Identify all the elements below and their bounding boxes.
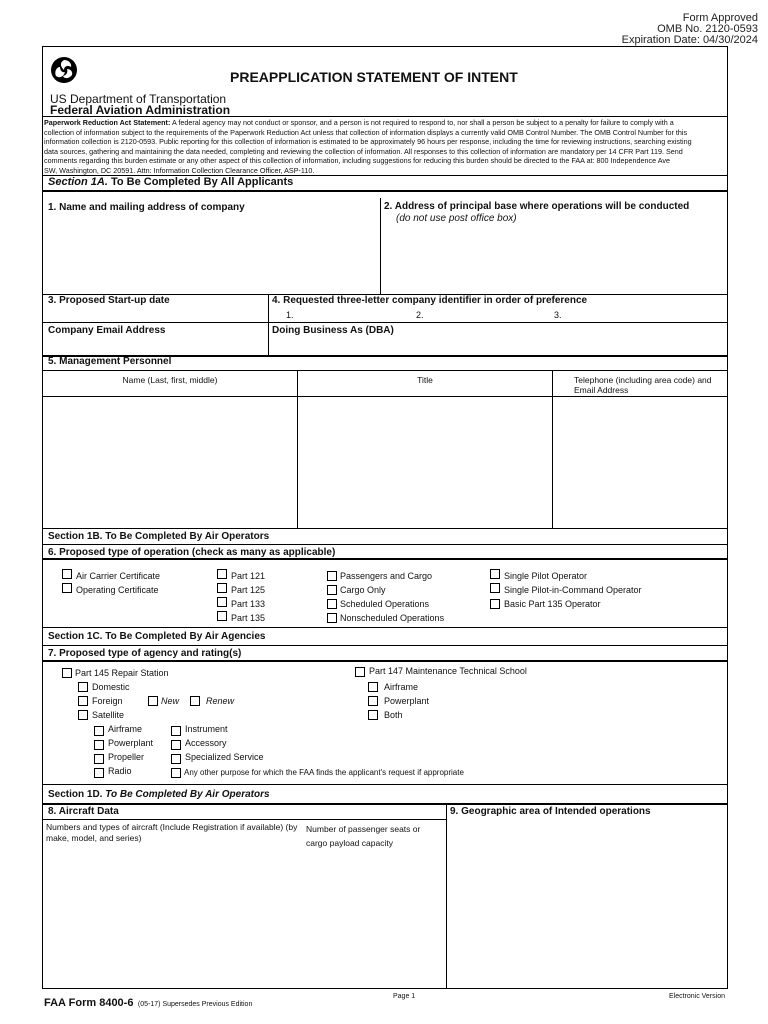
divider — [42, 645, 728, 646]
divider — [42, 660, 728, 662]
divider — [42, 627, 728, 628]
divider — [297, 370, 298, 528]
scheduled-operations-checkbox[interactable] — [327, 599, 337, 609]
single-pilot-operator-label: Single Pilot Operator — [504, 571, 588, 581]
foreign-checkbox[interactable] — [78, 696, 88, 706]
identifier-3-input[interactable] — [566, 307, 716, 322]
nonscheduled-operations-label: Nonscheduled Operations — [340, 613, 445, 623]
form-approved-text: Form Approved — [682, 12, 758, 24]
domestic-checkbox[interactable] — [78, 682, 88, 692]
divider — [268, 294, 269, 356]
agency-dept: US Department of Transportation — [50, 92, 227, 106]
rating-propeller-label: Propeller — [108, 752, 145, 762]
q5-label: 5. Management Personnel — [48, 356, 172, 367]
divider — [42, 396, 728, 397]
cargo-only-label: Cargo Only — [340, 585, 386, 595]
section-1b-title: Section 1B. To Be Completed By Air Operators — [48, 531, 270, 542]
email-label: Company Email Address — [48, 325, 166, 336]
operating-certificate-label: Operating Certificate — [76, 585, 159, 595]
q4-label: 4. Requested three-letter company identifier in order of preference — [272, 295, 588, 306]
page-number: Page 1 — [393, 993, 416, 1000]
q7-label: 7. Proposed type of agency and rating(s) — [48, 648, 242, 659]
part-133-label: Part 133 — [231, 599, 266, 609]
divider — [42, 819, 446, 820]
identifier-1-input[interactable] — [296, 307, 386, 322]
renew-checkbox[interactable] — [190, 696, 200, 706]
omb-number-text: OMB No. 2120-0593 — [657, 23, 758, 35]
q2-note: (do not use post office box) — [396, 213, 517, 224]
rating-powerplant-label: Powerplant — [108, 738, 154, 748]
divider — [42, 370, 728, 371]
domestic-label: Domestic — [92, 682, 130, 692]
q3-label: 3. Proposed Start-up date — [48, 295, 170, 306]
company-name-address-input[interactable] — [44, 216, 378, 292]
q9-label: 9. Geographic area of Intended operations — [450, 806, 651, 817]
divider — [42, 544, 728, 545]
part-121-checkbox[interactable] — [217, 569, 227, 579]
part-145-checkbox[interactable] — [62, 668, 72, 678]
divider — [552, 370, 553, 528]
rating-powerplant-checkbox[interactable] — [94, 740, 104, 750]
satellite-checkbox[interactable] — [78, 710, 88, 720]
part-121-label: Part 121 — [231, 571, 266, 581]
passengers-cargo-checkbox[interactable] — [327, 571, 337, 581]
divider — [42, 116, 728, 117]
rating-radio-checkbox[interactable] — [94, 768, 104, 778]
part-145-label: Part 145 Repair Station — [75, 668, 169, 678]
rating-airframe-label: Airframe — [108, 724, 143, 734]
divider — [380, 198, 381, 294]
dot-triskelion-logo-icon — [50, 56, 78, 84]
omb-block — [622, 13, 758, 46]
basic-part-135-label: Basic Part 135 Operator — [504, 599, 601, 609]
divider — [42, 784, 728, 785]
section-1a-title: Section 1A. To Be Completed By All Applicants — [48, 176, 294, 188]
rating-specialized-service-label: Specialized Service — [185, 752, 264, 762]
rating-instrument-label: Instrument — [185, 724, 228, 734]
cargo-only-checkbox[interactable] — [327, 585, 337, 595]
school-both-checkbox[interactable] — [368, 710, 378, 720]
rating-propeller-checkbox[interactable] — [94, 754, 104, 764]
startup-date-input[interactable] — [44, 306, 266, 322]
part-147-checkbox[interactable] — [355, 667, 365, 677]
school-airframe-checkbox[interactable] — [368, 682, 378, 692]
operating-certificate-checkbox[interactable] — [62, 583, 72, 593]
satellite-label: Satellite — [92, 710, 125, 720]
new-checkbox[interactable] — [148, 696, 158, 706]
identifier-1-label: 1. — [286, 310, 294, 320]
part-125-label: Part 125 — [231, 585, 266, 595]
renew-label: Renew — [206, 696, 235, 706]
part-135-checkbox[interactable] — [217, 611, 227, 621]
identifier-2-label: 2. — [416, 310, 424, 320]
dba-input[interactable] — [270, 338, 726, 354]
single-pic-operator-label: Single Pilot-in-Command Operator — [504, 585, 642, 595]
school-airframe-label: Airframe — [384, 682, 419, 692]
seats-capacity-header: Number of passenger seats or cargo payload capacity — [306, 824, 421, 848]
section-1d-title: Section 1D. To Be Completed By Air Operators — [48, 789, 270, 800]
new-label: New — [161, 696, 180, 706]
single-pilot-operator-checkbox[interactable] — [490, 569, 500, 579]
aircraft-types-header: Numbers and types of aircraft (Include Registration if available) (by make, model, and series) — [46, 822, 298, 843]
divider — [42, 528, 728, 529]
dba-label: Doing Business As (DBA) — [272, 325, 394, 336]
school-both-label: Both — [384, 710, 403, 720]
col-name-header: Name (Last, first, middle) — [122, 375, 218, 385]
identifier-3-label: 3. — [554, 310, 562, 320]
school-powerplant-label: Powerplant — [384, 696, 430, 706]
personnel-title-input[interactable] — [299, 398, 550, 526]
foreign-label: Foreign — [92, 696, 123, 706]
company-email-input[interactable] — [44, 338, 266, 354]
col-phone-header: Telephone (including area code) and Email Address — [574, 375, 712, 395]
principal-base-address-input[interactable] — [382, 228, 726, 292]
rating-specialized-service-checkbox[interactable] — [171, 754, 181, 764]
q6-label: 6. Proposed type of operation (check as many as applicable) — [48, 547, 336, 558]
identifier-2-input[interactable] — [428, 307, 518, 322]
part-135-label: Part 135 — [231, 613, 266, 623]
rating-accessory-label: Accessory — [185, 738, 227, 748]
paperwork-statement: Paperwork Reduction Act Statement: A federal agency may not conduct or sponsor, and a person is not required to respond to, nor shall a person be subject to a penalty for failure to comply with a collection of information subject to the requirements of the Paperwork Reduction Act unless that collection of information displays a currently valid OMB Control Number. The OMB Control Number for this information collection is 2120-0593. Public reporting for this collection of information is estimated to be approximately 96 hours per response, including the time for reviewing instructions, searching existing data sources, gathering and maintaining the data needed, completing and reviewing the collection of information. All responses to this collection of information are mandatory per 14 CFR Part 119. Send comments regarding this burden estimate or any other aspect of this collection of information, including suggestions for reducing this burden should be directed to the FAA at: 800 Independence Ave SW, Washington, DC 20591. Attn: Information Collection Clearance Officer, ASP-110. — [44, 118, 692, 175]
form-number: FAA Form 8400-6 (05-17) Supersedes Previous Edition — [44, 997, 253, 1009]
rating-instrument-checkbox[interactable] — [171, 726, 181, 736]
col-title-header: Title — [417, 375, 433, 385]
any-other-purpose-checkbox[interactable] — [171, 768, 181, 778]
single-pic-operator-checkbox[interactable] — [490, 583, 500, 593]
personnel-name-input[interactable] — [44, 398, 295, 526]
rating-airframe-checkbox[interactable] — [94, 726, 104, 736]
passengers-cargo-label: Passengers and Cargo — [340, 571, 433, 581]
section-1c-title: Section 1C. To Be Completed By Air Agencies — [48, 631, 266, 642]
aircraft-types-input[interactable] — [44, 848, 302, 986]
q2-label: 2. Address of principal base where operations will be conducted — [384, 201, 690, 212]
electronic-version-label: Electronic Version — [668, 993, 725, 1000]
seats-capacity-input[interactable] — [304, 848, 444, 986]
divider — [42, 558, 728, 560]
divider — [446, 803, 447, 989]
geographic-area-input[interactable] — [448, 820, 726, 986]
basic-part-135-checkbox[interactable] — [490, 599, 500, 609]
nonscheduled-operations-checkbox[interactable] — [327, 613, 337, 623]
divider — [42, 322, 728, 323]
any-other-purpose-label: Any other purpose for which the FAA finds the applicant's request if appropriate — [184, 768, 464, 777]
rating-accessory-checkbox[interactable] — [171, 740, 181, 750]
paperwork-label: Paperwork Reduction Act Statement: — [44, 118, 171, 127]
rating-radio-label: Radio — [108, 766, 132, 776]
form-title: PREAPPLICATION STATEMENT OF INTENT — [230, 69, 518, 85]
divider — [42, 803, 728, 805]
part-147-label: Part 147 Maintenance Technical School — [369, 666, 527, 676]
school-powerplant-checkbox[interactable] — [368, 696, 378, 706]
agency-faa: Federal Aviation Administration — [50, 103, 231, 117]
air-carrier-certificate-checkbox[interactable] — [62, 569, 72, 579]
part-133-checkbox[interactable] — [217, 597, 227, 607]
part-125-checkbox[interactable] — [217, 583, 227, 593]
personnel-phone-input[interactable] — [554, 398, 726, 526]
q1-label: 1. Name and mailing address of company — [48, 202, 245, 213]
scheduled-operations-label: Scheduled Operations — [340, 599, 430, 609]
expiration-date-text: Expiration Date: 04/30/2024 — [621, 34, 758, 46]
q8-label: 8. Aircraft Data — [48, 806, 119, 817]
divider — [42, 190, 728, 192]
air-carrier-certificate-label: Air Carrier Certificate — [76, 571, 161, 581]
